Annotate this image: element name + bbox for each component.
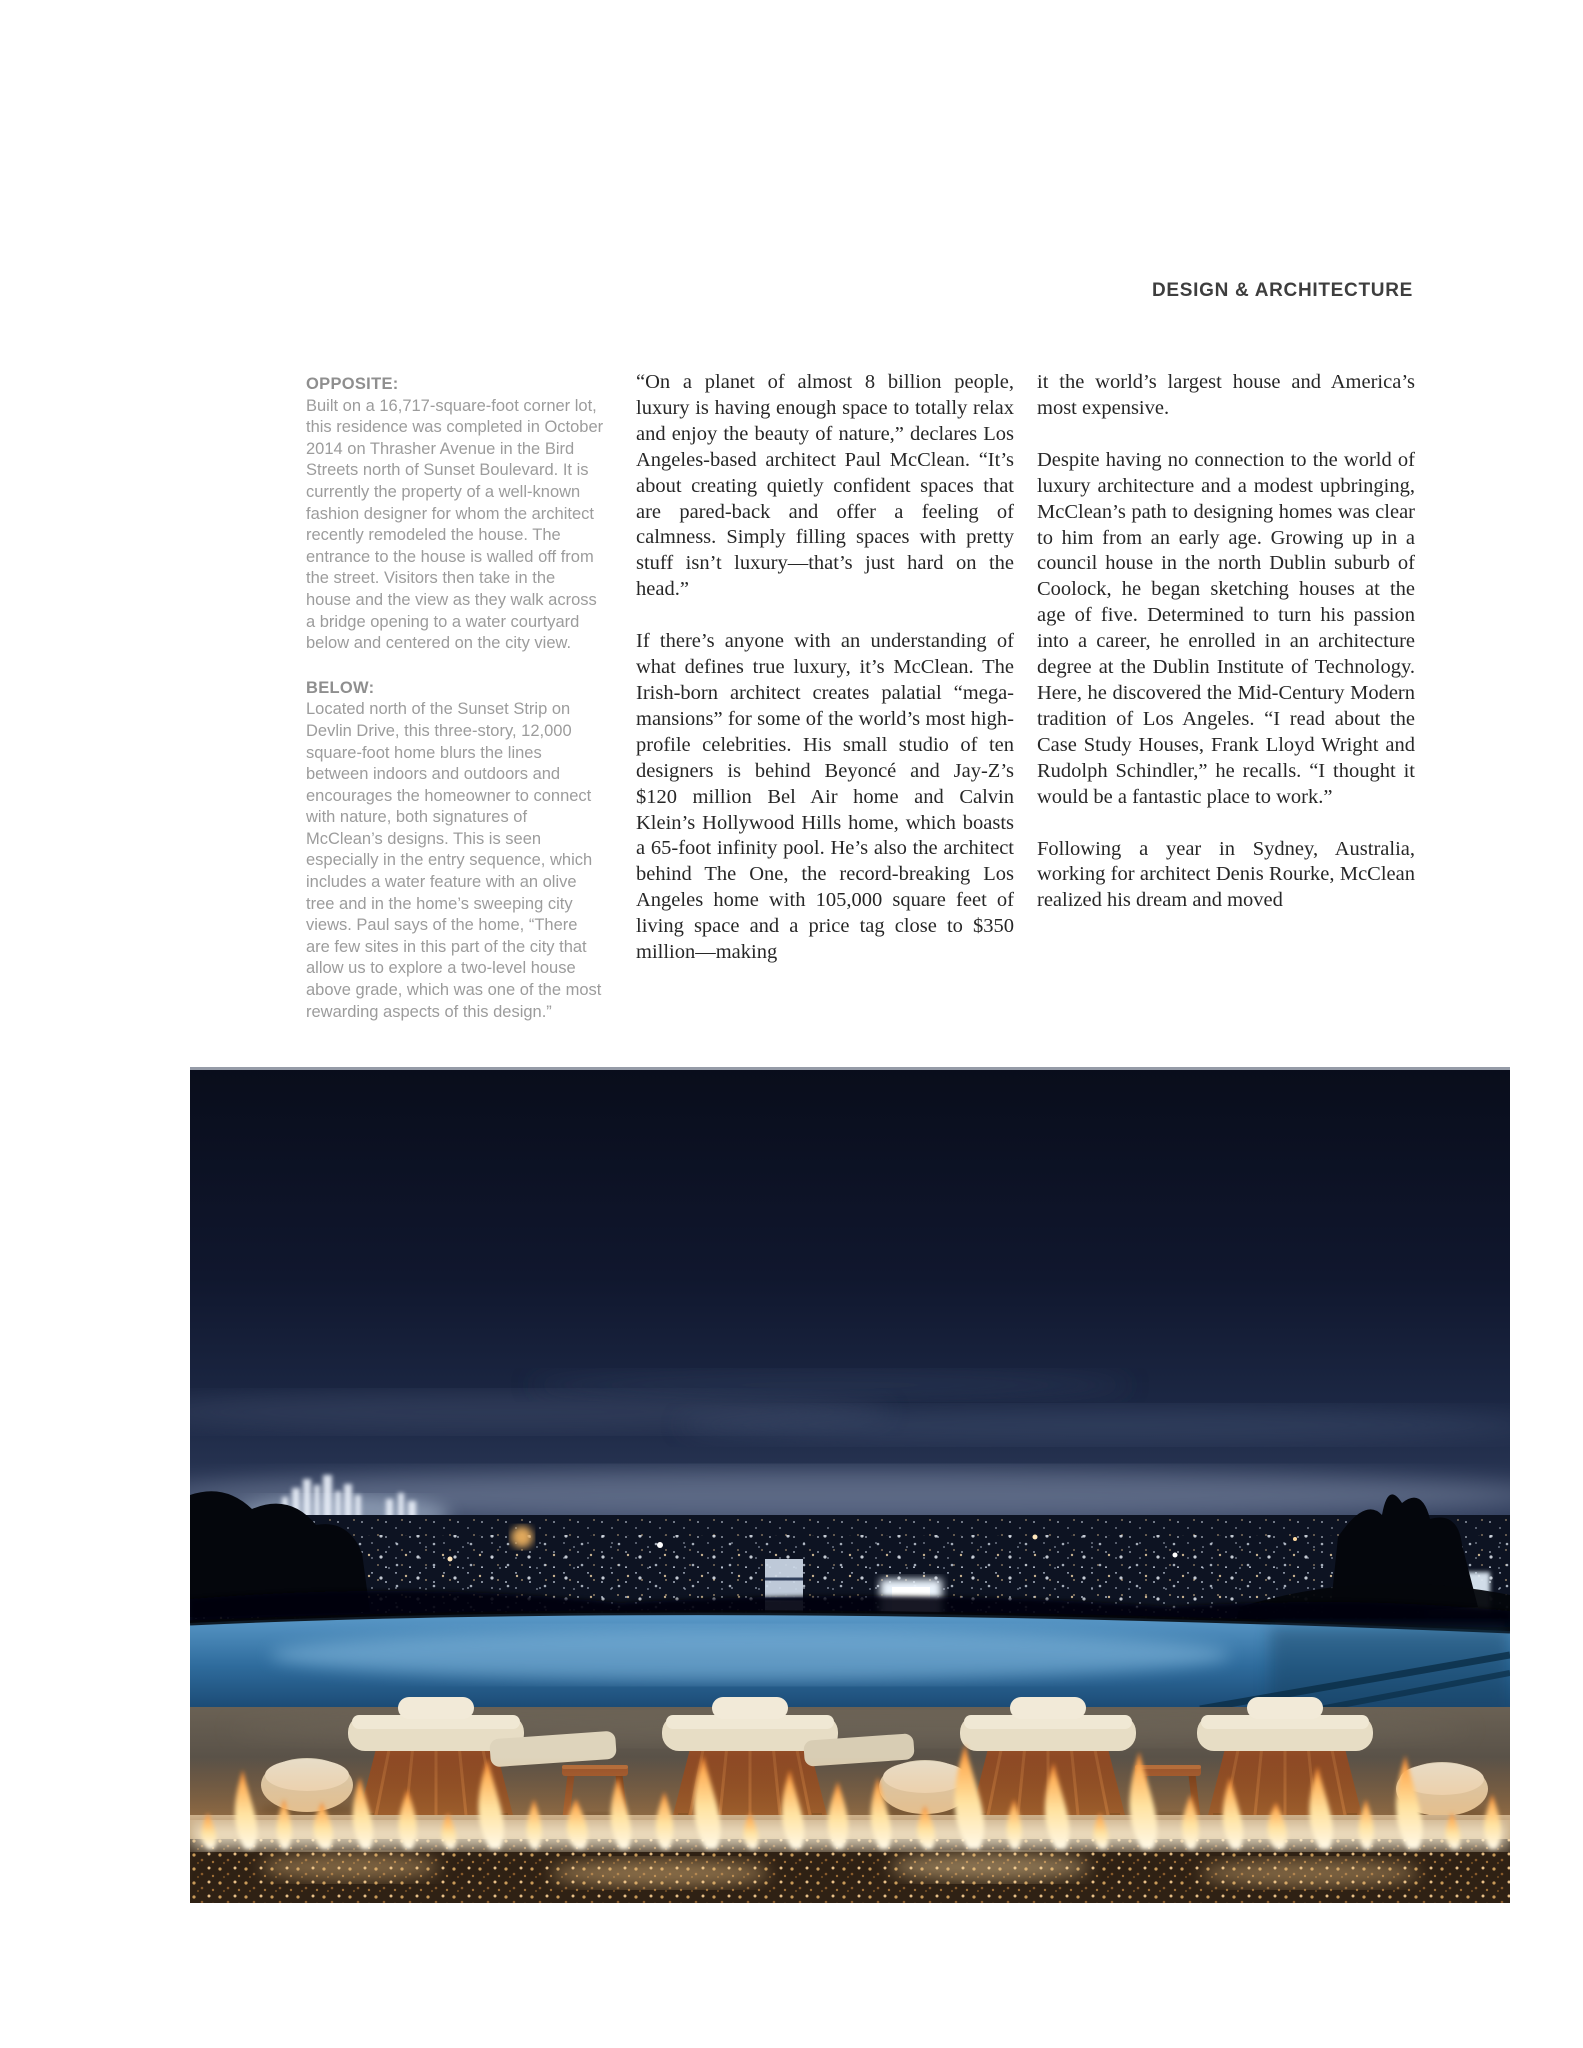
article-paragraph: Despite having no connection to the world of luxury architecture and a modest upbringing, McClean’s path to designing homes was clear to him from an early age. Growing up in a council house in the north Dublin suburb of Coolock, he began sketching houses at the age of five. Determined to turn his passion into a career, he enrolled in an architecture degree at the Dublin Institute of Technology. Here, he discovered the Mid-Century Modern tradition of Los Angeles. “I read about the Case Study Houses, Frank Lloyd Wright and Rudolph Schindler,” he recalls. “I thought it would be a fantastic place to work.” [1037,448,1415,808]
infinity-pool [190,1613,1510,1711]
night-pool-photo [190,1067,1510,1903]
caption-column [306,374,604,1023]
night-pool-photo-art [190,1067,1510,1903]
caption-opposite-text: Built on a 16,717-square-foot corner lot, this residence was completed in October 2014 on Thrasher Avenue in the Bird Streets north of Sunset Boulevard. It is currently the property of a well-known fashion designer for whom the architect recently remodeled the house. The entrance to the house is walled off from the street. Visitors then take in the house and the view as they walk across a bridge opening to a water courtyard below and centered on the city view. [306,396,604,653]
article-paragraph: If there’s anyone with an understanding of what defines true luxury, it’s McClean. The Irish-born architect creates palatial “mega-mansions” for some of the world’s most high-profile celebrities. His small studio of ten designers is behind Beyoncé and Jay-Z’s $120 million Bel Air home and Calvin Klein’s Hollywood Hills home, which boasts a 65-foot infinity pool. He’s also the architect behind The One, the record-breaking Los Angeles home with 105,000 square feet of living space and a price tag close to $350 million—making [636,630,1014,964]
article-column-2 [1037,370,1415,914]
caption-opposite-label: OPPOSITE: [306,375,399,393]
article-paragraph: “On a planet of almost 8 billion people, luxury is having enough space to totally relax and enjoy the beauty of nature,” declares Los Angeles-based architect Paul McClean. “It’s about creating quietly confident spaces that are pared-back and offer a feeling of calmness. Simply filling spaces with pretty stuff isn’t luxury—that’s just hard on the head.” [636,371,1014,601]
article-column-1 [636,370,1014,966]
caption-opposite [306,374,604,655]
caption-below-label: BELOW: [306,678,375,697]
caption-below [306,678,604,1024]
section-header: DESIGN & ARCHITECTURE [1151,280,1413,301]
caption-below-text: Located north of the Sunset Strip on Devlin Drive, this three-story, 12,000 square-foot home blurs the lines between indoors and outdoors and encourages the homeowner to connect with nature, both signatures of McClean’s designs. This is seen especially in the entry sequence, which includes a water feature with an olive tree and in the home’s sweeping city views. Paul says of the home, “There are few sites in this part of the city that allow us to explore a two-level house above grade, which was one of the most rewarding aspects of this design.” [306,700,602,1021]
article-paragraph: Following a year in Sydney, Australia, working for architect Denis Rourke, McClean realized his dream and moved [1037,837,1415,912]
article-paragraph: it the world’s largest house and America’s most expensive. [1037,371,1415,419]
